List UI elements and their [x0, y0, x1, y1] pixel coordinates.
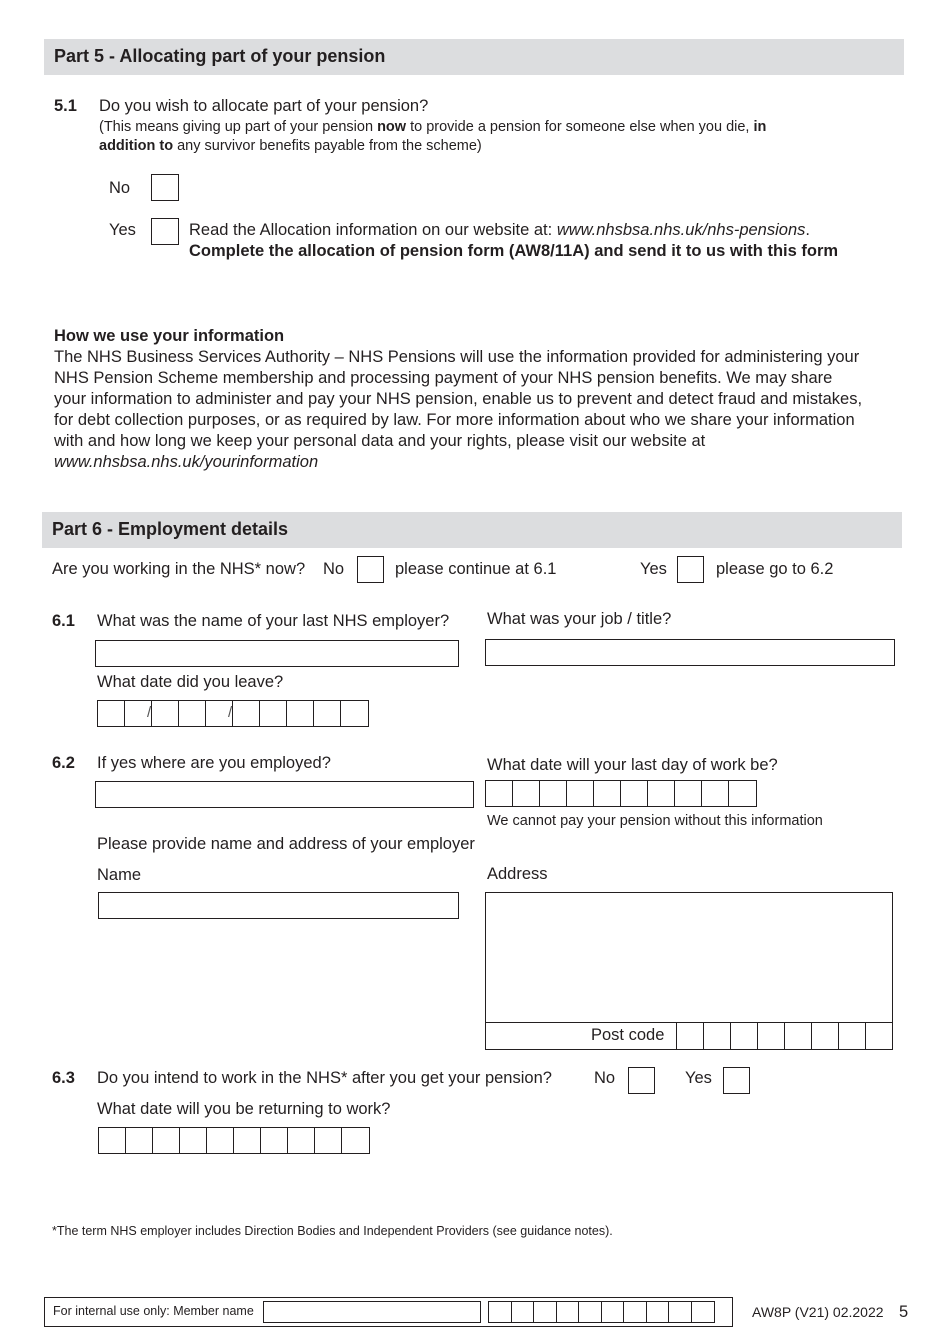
id-cell[interactable] [579, 1302, 602, 1322]
date-cell[interactable] [594, 781, 621, 806]
date-cell[interactable] [287, 701, 314, 726]
q51-no-label: No [109, 179, 131, 197]
job-title-field[interactable] [485, 639, 895, 666]
id-cell[interactable] [692, 1302, 715, 1322]
working-yes-hint: please go to 6.2 [716, 560, 834, 578]
info-line-2: NHS Pension Scheme membership and processing payment of your NHS pension benefits. We may share [54, 369, 833, 387]
date-cell[interactable] [153, 1128, 180, 1153]
postcode-cell[interactable] [866, 1023, 893, 1049]
working-question: Are you working in the NHS* now? [52, 560, 306, 578]
working-no-checkbox[interactable] [357, 556, 384, 583]
working-yes-checkbox[interactable] [677, 556, 704, 583]
postcode-cell[interactable] [785, 1023, 812, 1049]
info-line-5: with and how long we keep your personal data and your rights, please visit our website at [54, 432, 706, 450]
date-cell[interactable] [234, 1128, 261, 1153]
q61-number: 6.1 [52, 612, 75, 630]
id-cell[interactable] [512, 1302, 535, 1322]
working-no-hint: please continue at 6.1 [395, 560, 557, 578]
page-number: 5 [899, 1303, 909, 1321]
q62-provide-text: Please provide name and address of your employer [97, 835, 475, 853]
q63-question: Do you intend to work in the NHS* after you get your pension? [97, 1069, 552, 1087]
date-cell[interactable] [98, 701, 125, 726]
date-cell[interactable] [729, 781, 756, 806]
id-cell[interactable] [489, 1302, 512, 1322]
q63-return-question: What date will you be returning to work? [97, 1100, 391, 1118]
employer-address-label: Address [487, 865, 548, 883]
q61-employer-question: What was the name of your last NHS employer? [97, 612, 450, 630]
employer-name-field[interactable] [98, 892, 459, 919]
postcode-label: Post code [591, 1026, 665, 1044]
postcode-cell[interactable] [677, 1023, 704, 1049]
member-id-field[interactable] [488, 1301, 715, 1323]
q51-question: Do you wish to allocate part of your pension? [99, 97, 429, 115]
date-cell[interactable] [314, 701, 341, 726]
info-website-link[interactable]: www.nhsbsa.nhs.uk/yourinformation [54, 453, 319, 471]
date-cell[interactable] [288, 1128, 315, 1153]
q51-yes-info-line1: Read the Allocation information on our website at: www.nhsbsa.nhs.uk/nhs-pensions. [189, 221, 810, 239]
id-cell[interactable] [602, 1302, 625, 1322]
date-cell[interactable] [99, 1128, 126, 1153]
id-cell[interactable] [534, 1302, 557, 1322]
date-cell[interactable] [315, 1128, 342, 1153]
id-cell[interactable] [624, 1302, 647, 1322]
last-day-date-field[interactable] [485, 780, 757, 807]
q61-job-question: What was your job / title? [487, 610, 672, 628]
leave-date-field[interactable] [97, 700, 369, 727]
info-heading: How we use your information [54, 327, 285, 345]
part6-header [42, 512, 902, 548]
member-name-field[interactable] [263, 1301, 481, 1323]
date-cell[interactable] [702, 781, 729, 806]
q51-yes-label: Yes [109, 221, 136, 239]
info-line-3: your information to administer and pay your NHS pension, enable us to prevent and detect fraud and mistakes, [54, 390, 863, 408]
postcode-cell[interactable] [731, 1023, 758, 1049]
q51-note-line2: addition to any survivor benefits payable from the scheme) [99, 138, 482, 154]
last-employer-field[interactable] [95, 640, 459, 667]
q51-number: 5.1 [54, 97, 77, 115]
date-cell[interactable] [180, 1128, 207, 1153]
id-cell[interactable] [557, 1302, 580, 1322]
part6-header-title: Part 6 - Employment details [52, 519, 289, 539]
date-cell[interactable] [341, 701, 368, 726]
internal-use-label: For internal use only: Member name [53, 1304, 254, 1318]
current-employer-field[interactable] [95, 781, 474, 808]
postcode-cell[interactable] [758, 1023, 785, 1049]
date-cell[interactable] [261, 1128, 288, 1153]
q63-number: 6.3 [52, 1069, 75, 1087]
form-code: AW8P (V21) 02.2022 [752, 1304, 884, 1320]
info-line-4: for debt collection purposes, or as required by law. For more information about who we share your information [54, 411, 855, 429]
q61-leave-question: What date did you leave? [97, 673, 284, 691]
date-cell[interactable] [126, 1128, 153, 1153]
q51-yes-info-line2: Complete the allocation of pension form (AW8/11A) and send it to us with this form [189, 242, 839, 260]
date-cell[interactable] [342, 1128, 369, 1153]
part5-header-title: Part 5 - Allocating part of your pension [54, 46, 386, 66]
q51-note-line1: (This means giving up part of your pension now to provide a pension for someone else when you die, in [99, 119, 767, 135]
working-no-label: No [323, 560, 345, 578]
q62-employed-question: If yes where are you employed? [97, 754, 331, 772]
allocation-website-link[interactable]: www.nhsbsa.nhs.uk/nhs-pensions [556, 221, 806, 239]
date-cell[interactable] [179, 701, 206, 726]
employer-name-label: Name [97, 866, 142, 884]
q62-number: 6.2 [52, 754, 75, 772]
return-date-field[interactable] [98, 1127, 370, 1154]
q63-no-label: No [594, 1069, 616, 1087]
postcode-field[interactable] [676, 1022, 893, 1050]
id-cell[interactable] [647, 1302, 670, 1322]
footnote: *The term NHS employer includes Direction Bodies and Independent Providers (see guidance notes). [52, 1224, 613, 1238]
date-cell[interactable] [486, 781, 513, 806]
q51-yes-checkbox[interactable] [151, 218, 179, 245]
info-line-1: The NHS Business Services Authority – NHS Pensions will use the information provided for administering your [54, 348, 860, 366]
q62-warning: We cannot pay your pension without this information [487, 813, 823, 829]
id-cell[interactable] [669, 1302, 692, 1322]
q63-yes-checkbox[interactable] [723, 1067, 750, 1094]
date-cell[interactable] [233, 701, 260, 726]
q63-no-checkbox[interactable] [628, 1067, 655, 1094]
date-cell[interactable] [648, 781, 675, 806]
postcode-cell[interactable] [839, 1023, 866, 1049]
part5-header [44, 39, 904, 75]
date-cell[interactable] [567, 781, 594, 806]
date-cell[interactable] [675, 781, 702, 806]
q63-yes-label: Yes [685, 1069, 712, 1087]
postcode-cell[interactable] [704, 1023, 731, 1049]
date-cell[interactable] [260, 701, 287, 726]
date-cell[interactable] [207, 1128, 234, 1153]
date-cell[interactable] [513, 781, 540, 806]
date-cell[interactable] [540, 781, 567, 806]
date-cell[interactable] [152, 701, 179, 726]
postcode-cell[interactable] [812, 1023, 839, 1049]
working-yes-label: Yes [640, 560, 667, 578]
q51-no-checkbox[interactable] [151, 174, 179, 201]
q62-lastday-question: What date will your last day of work be? [487, 756, 778, 774]
date-cell[interactable] [621, 781, 648, 806]
